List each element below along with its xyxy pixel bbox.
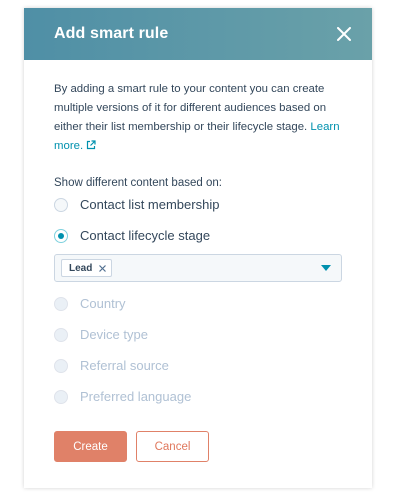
description <box>54 80 342 156</box>
option-label: Contact list membership <box>80 197 220 212</box>
close-button[interactable] <box>334 24 354 44</box>
section-label: Show different content based on: <box>54 177 222 189</box>
option-contact-list-membership[interactable] <box>54 189 342 220</box>
add-smart-rule-modal <box>24 8 372 488</box>
option-label: Device type <box>80 327 148 342</box>
option-device-type <box>54 319 342 350</box>
tag-remove-button[interactable] <box>99 265 106 272</box>
tag-label: Lead <box>69 262 93 274</box>
radio-button-disabled <box>54 328 68 342</box>
modal-header <box>24 8 372 60</box>
lead-tag <box>61 259 112 277</box>
close-icon <box>99 265 106 272</box>
option-referral-source <box>54 350 342 381</box>
radio-dot <box>58 233 64 239</box>
radio-button-selected[interactable] <box>54 229 68 243</box>
option-preferred-language <box>54 381 342 412</box>
radio-button[interactable] <box>54 198 68 212</box>
radio-button-disabled <box>54 390 68 404</box>
option-label: Referral source <box>80 358 169 373</box>
external-link-icon <box>86 140 96 150</box>
radio-button-disabled <box>54 297 68 311</box>
option-label: Contact lifecycle stage <box>80 228 211 243</box>
create-button[interactable]: Create <box>54 431 127 462</box>
cancel-button[interactable]: Cancel <box>136 431 209 462</box>
option-label: Preferred language <box>80 389 192 404</box>
description-text: By adding a smart rule to your content you can create multiple versions of it for different audiences based on either their list membership or their lifecycle stage. <box>54 83 327 133</box>
close-icon <box>337 27 351 41</box>
radio-button-disabled <box>54 359 68 373</box>
lifecycle-stage-select[interactable] <box>54 254 342 282</box>
modal-title: Add smart rule <box>54 25 169 42</box>
option-label: Country <box>80 296 126 311</box>
learn-more-label: Learn more. <box>54 121 340 152</box>
modal-body <box>24 60 372 412</box>
option-country <box>54 288 342 319</box>
modal-footer <box>54 431 209 462</box>
caret-down-icon[interactable] <box>321 265 331 271</box>
option-contact-lifecycle-stage[interactable] <box>54 220 342 251</box>
